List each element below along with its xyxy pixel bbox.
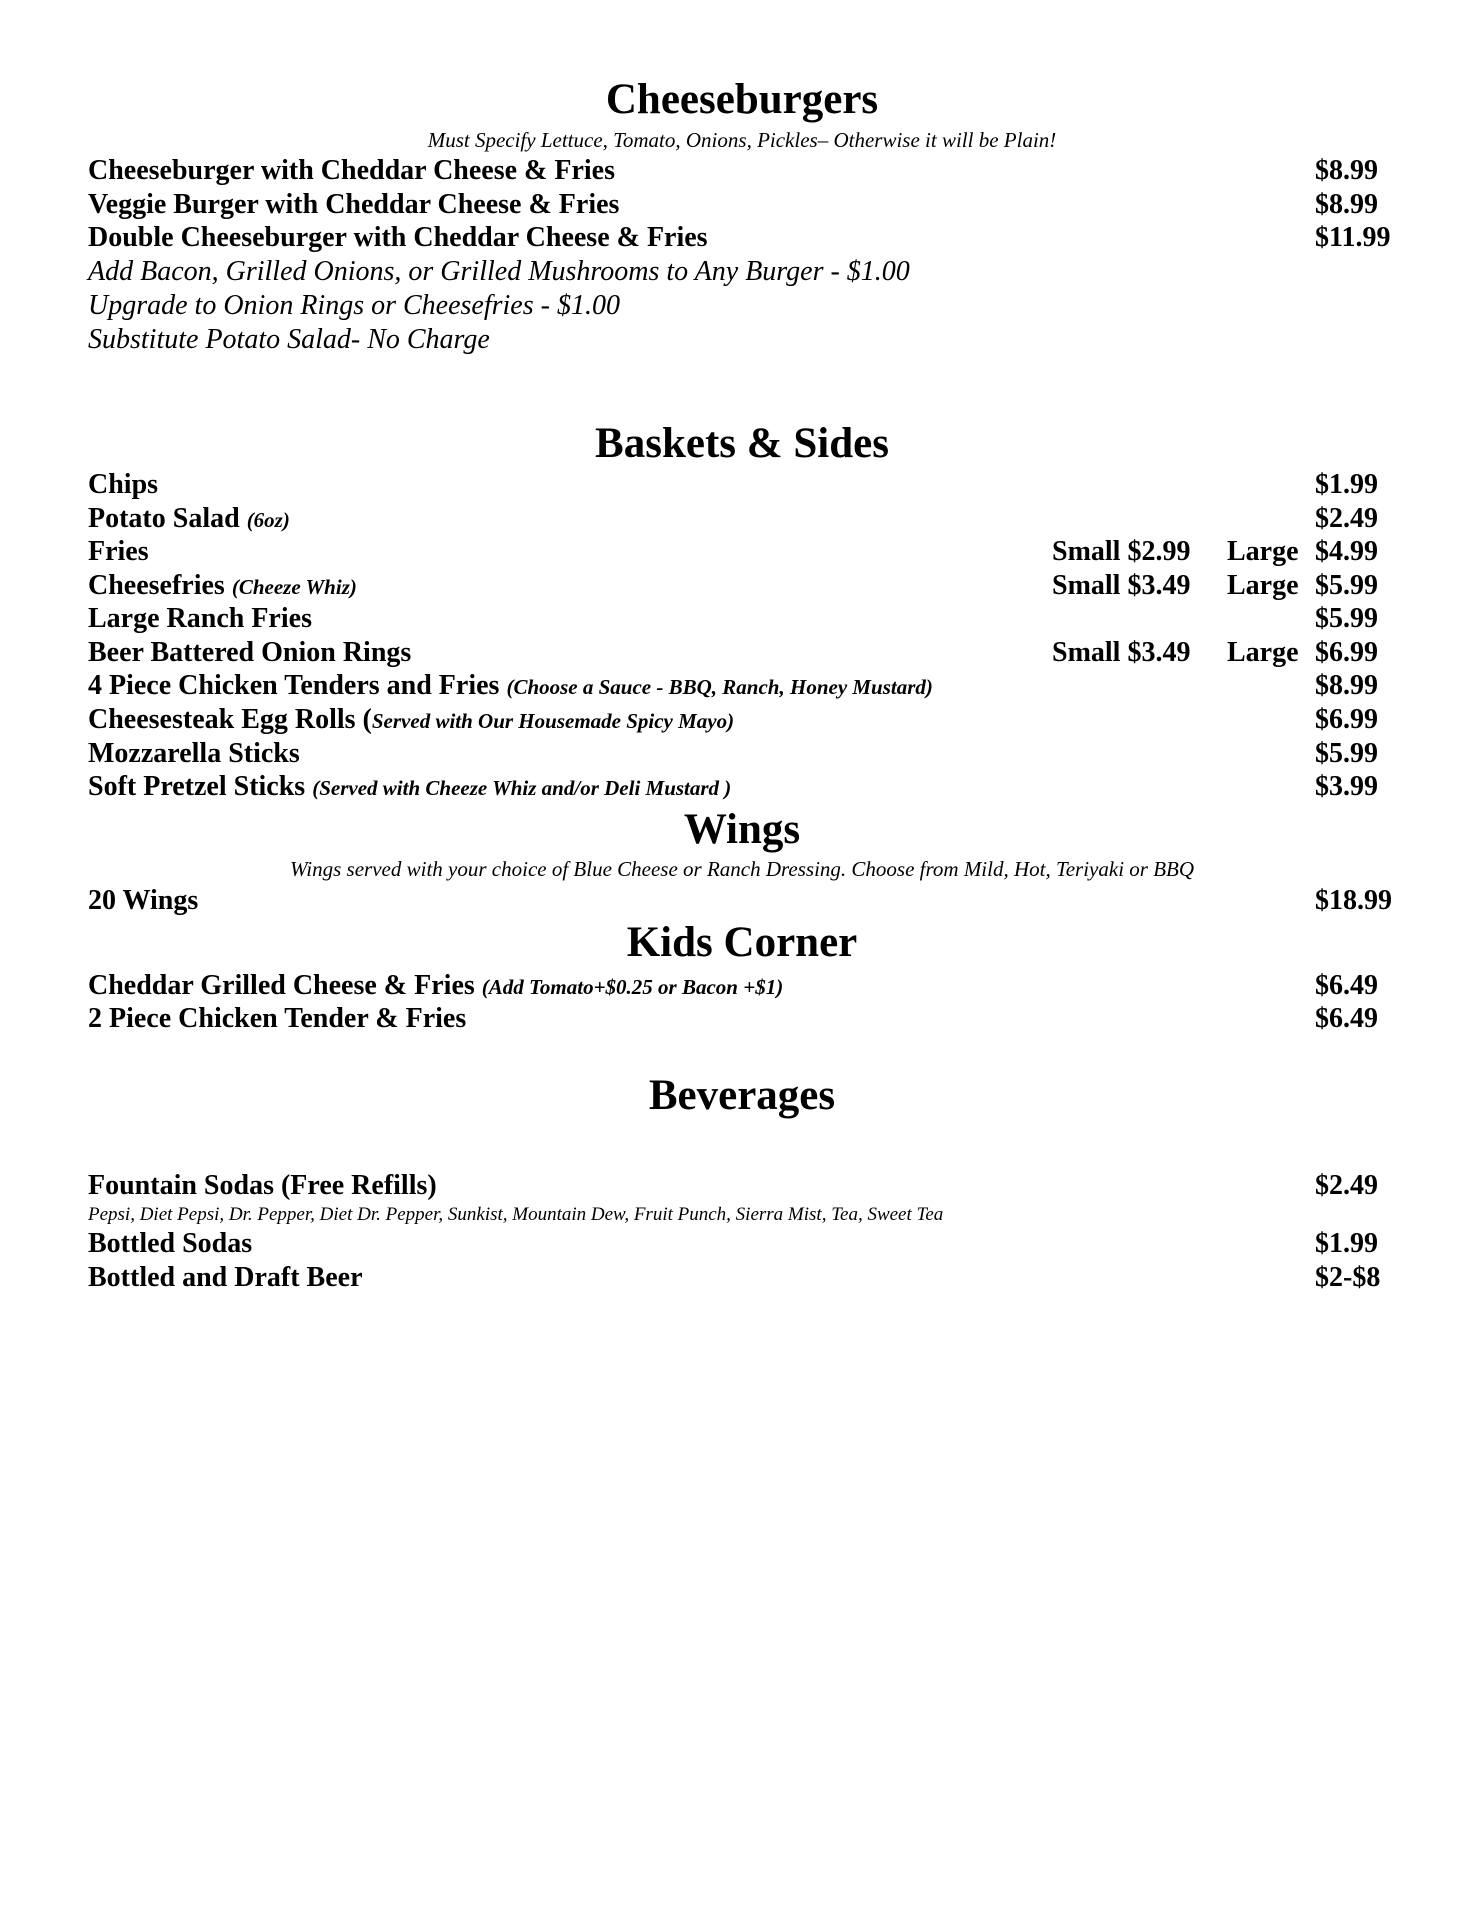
menu-item-price: $5.99	[1315, 570, 1378, 601]
cheeseburgers-heading: Cheeseburgers	[605, 76, 879, 123]
menu-item-note: (Add Tomato+$0.25 or Bacon +$1)	[481, 975, 784, 999]
menu-item-name: Chips	[88, 469, 159, 500]
burger-addon-note: Add Bacon, Grilled Onions, or Grilled Mushrooms to Any Burger - $1.00	[88, 256, 910, 287]
menu-item-name: Fries	[88, 536, 149, 567]
menu-item-price: $8.99	[1315, 155, 1378, 186]
menu-item	[88, 505, 290, 533]
menu-item-note: (Choose a Sauce - BBQ, Ranch, Honey Mustard)	[506, 675, 933, 699]
menu-item-price: $6.49	[1315, 970, 1378, 1001]
large-label: Large	[1227, 637, 1299, 668]
menu-item-price: $1.99	[1315, 469, 1378, 500]
wings-heading: Wings	[683, 806, 801, 853]
small-price: Small $3.49	[1052, 637, 1191, 668]
menu-item-price: $6.99	[1315, 704, 1378, 735]
menu-item-price: $11.99	[1315, 222, 1391, 253]
menu-item-name: Bottled Sodas	[88, 1228, 253, 1259]
menu-item-name: 20 Wings	[88, 885, 199, 916]
menu-item	[88, 672, 933, 700]
large-label: Large	[1227, 536, 1299, 567]
menu-item	[88, 773, 731, 801]
menu-item-price: $8.99	[1315, 670, 1378, 701]
menu-item-name: Double Cheeseburger with Cheddar Cheese & Fries	[88, 222, 708, 253]
menu-item-price: $6.49	[1315, 1003, 1378, 1034]
menu-item	[88, 572, 357, 600]
menu-item-price: $5.99	[1315, 738, 1378, 769]
menu-item-name: Cheesefries	[88, 570, 225, 601]
menu-item-price: $5.99	[1315, 603, 1378, 634]
burger-addon-note: Upgrade to Onion Rings or Cheesefries - $1.00	[88, 290, 620, 321]
menu-item-price: $3.99	[1315, 771, 1378, 802]
menu-item	[88, 706, 734, 734]
menu-item-name: Cheddar Grilled Cheese & Fries	[88, 970, 475, 1001]
menu-item-name: Veggie Burger with Cheddar Cheese & Fries	[88, 189, 620, 220]
small-price: Small $2.99	[1052, 536, 1191, 567]
cheeseburgers-subtitle: Must Specify Lettuce, Tomato, Onions, Pickles– Otherwise it will be Plain!	[427, 128, 1057, 152]
menu-item-name: Mozzarella Sticks	[88, 738, 300, 769]
menu-item-note: (6oz)	[246, 508, 290, 532]
menu-item-name: Cheesesteak Egg Rolls (	[88, 704, 372, 735]
menu-item-name: Bottled and Draft Beer	[88, 1262, 363, 1293]
large-label: Large	[1227, 570, 1299, 601]
menu-item-price: $4.99	[1315, 536, 1378, 567]
menu-item-name: Potato Salad	[88, 503, 240, 534]
menu-item-price: $6.99	[1315, 637, 1378, 668]
small-price: Small $3.49	[1052, 570, 1191, 601]
menu-item-price: $2.49	[1315, 1170, 1378, 1201]
menu-item-price: $2-$8	[1315, 1262, 1381, 1293]
beverages-heading: Beverages	[648, 1072, 836, 1119]
menu-item-price: $1.99	[1315, 1228, 1378, 1259]
menu-item	[88, 972, 783, 1000]
wings-subtitle: Wings served with your choice of Blue Cheese or Ranch Dressing. Choose from Mild, Hot, Teriyaki or BBQ	[289, 857, 1195, 881]
menu-item-name: Cheeseburger with Cheddar Cheese & Fries	[88, 155, 616, 186]
menu-item-name: Soft Pretzel Sticks	[88, 771, 306, 802]
menu-item-name: Beer Battered Onion Rings	[88, 637, 412, 668]
menu-item-price: $18.99	[1315, 885, 1392, 916]
menu-item-note: (Served with Cheeze Whiz and/or Deli Mustard )	[312, 776, 732, 800]
burger-addon-note: Substitute Potato Salad- No Charge	[88, 324, 490, 355]
menu-item-name: Large Ranch Fries	[88, 603, 312, 634]
soda-flavor-list: Pepsi, Diet Pepsi, Dr. Pepper, Diet Dr. Pepper, Sunkist, Mountain Dew, Fruit Punch, Sierra Mist, Tea, Sweet Tea	[88, 1204, 944, 1225]
menu-item-note: (Cheeze Whiz)	[231, 575, 357, 599]
menu-item-price: $2.49	[1315, 503, 1378, 534]
menu-item-name: 2 Piece Chicken Tender & Fries	[88, 1003, 467, 1034]
menu-item-name: 4 Piece Chicken Tenders and Fries	[88, 670, 500, 701]
menu-item-note: Served with Our Housemade Spicy Mayo)	[371, 709, 735, 733]
menu-item-price: $8.99	[1315, 189, 1378, 220]
menu-item-name: Fountain Sodas (Free Refills)	[88, 1170, 437, 1201]
baskets-heading: Baskets & Sides	[595, 420, 889, 467]
kids-heading: Kids Corner	[626, 919, 858, 966]
